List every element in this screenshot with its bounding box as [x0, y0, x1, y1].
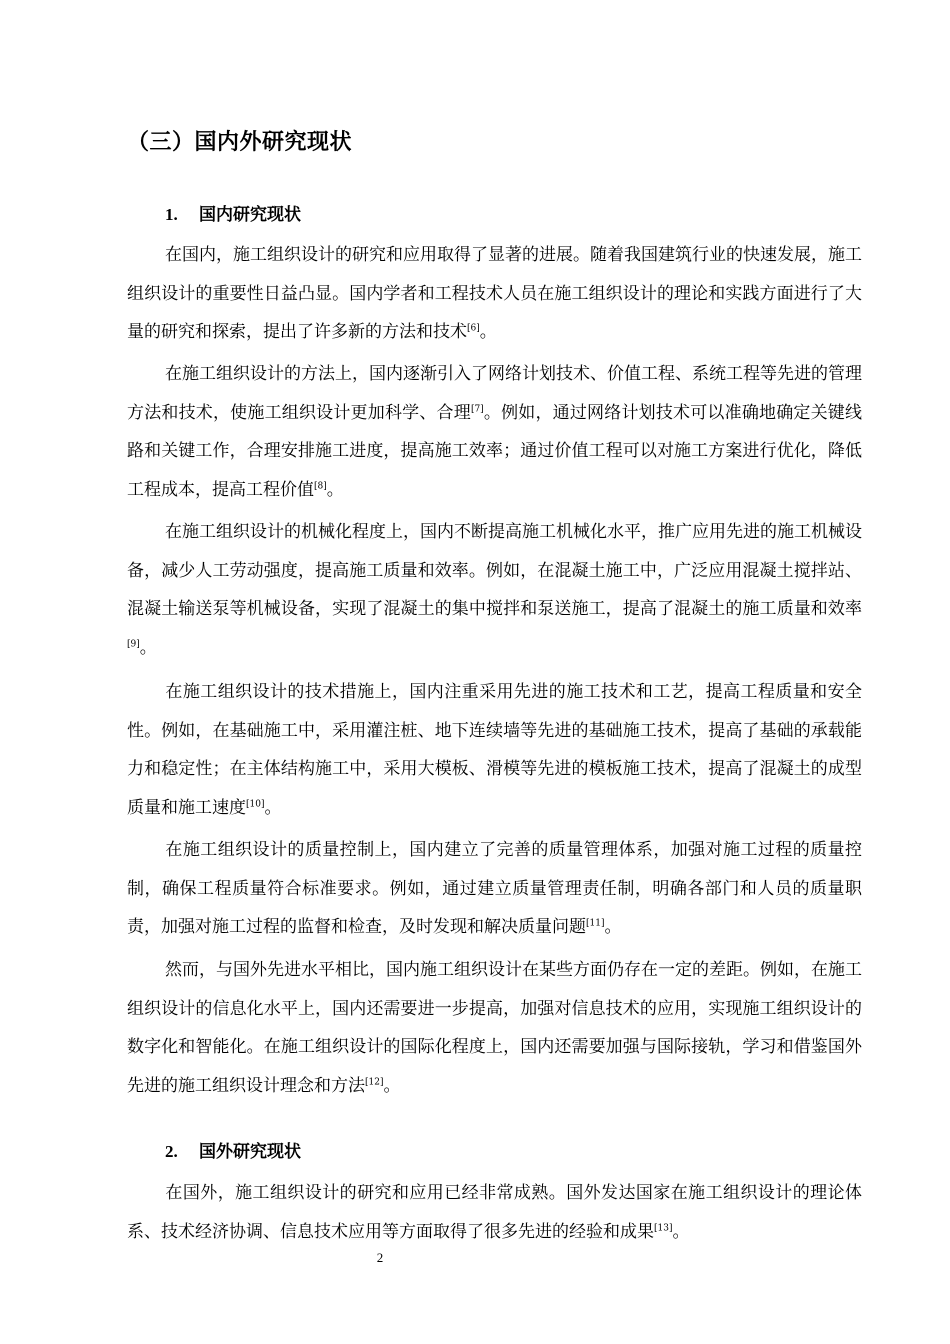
paragraph-1 — [127, 236, 862, 352]
section-title: （三）国内外研究现状 — [127, 130, 353, 155]
paragraph-5 — [127, 831, 862, 947]
punctuation: 。 — [139, 637, 157, 658]
citation: [7] — [470, 403, 484, 414]
punctuation: 。 — [326, 479, 344, 500]
paragraph-text: 在施工组织设计的机械化程度上，国内不断提高施工机械化水平，推广应用先进的施工机械设备，减少人工劳动强度，提高施工质量和效率。例如，在混凝土施工中，广泛应用混凝土搅拌站、混凝土输送泵等机械设备，实现了混凝土的集中搅拌和泵送施工，提高了混凝土的施工质量和效率 — [127, 522, 862, 619]
subsection-number: 2. — [165, 1142, 178, 1161]
paragraph-text: 在施工组织设计的方法上，国内逐渐引入了网络计划技术、价值工程、系统工程等先进的管理方法和技术，使施工组织设计更加科学、合理 — [127, 364, 862, 423]
paragraph-7 — [127, 1174, 862, 1251]
citation: [9] — [127, 638, 140, 649]
subsection-heading-domestic — [165, 200, 301, 225]
paragraph-2 — [127, 355, 862, 509]
punctuation: 。 — [604, 917, 622, 937]
subsection-title: 国外研究现状 — [199, 1142, 301, 1162]
punctuation: 。 — [479, 322, 497, 342]
paragraph-text: 然而，与国外先进水平相比，国内施工组织设计在某些方面仍存在一定的差距。例如，在施工组织设计的信息化水平上，国内还需要进一步提高，加强对信息技术的应用，实现施工组织设计的数字化和智能化。在施工组织设计的国际化程度上，国内还需要加强与国际接轨，学习和借鉴国外先进的施工组织设计理念和方法 — [127, 960, 862, 1096]
paragraph-3 — [127, 513, 862, 667]
paragraph-text: 在施工组织设计的质量控制上，国内建立了完善的质量管理体系，加强对施工过程的质量控制，确保工程质量符合标准要求。例如，通过建立质量管理责任制，明确各部门和人员的质量职责，加强对施工过程的监督和检查，及时发现和解决质量问题 — [127, 840, 862, 937]
paragraph-4 — [127, 673, 862, 827]
citation: [6] — [467, 323, 480, 334]
subsection-heading-foreign — [165, 1137, 301, 1162]
paragraph-text: 在国外，施工组织设计的研究和应用已经非常成熟。国外发达国家在施工组织设计的理论体系、技术经济协调、信息技术应用等方面取得了很多先进的经验和成果 — [127, 1183, 862, 1242]
citation: [10] — [246, 798, 265, 809]
paragraph-6 — [127, 951, 862, 1105]
citation: [8] — [314, 480, 327, 491]
subsection-title: 国内研究现状 — [199, 205, 301, 225]
punctuation: 。 — [383, 1075, 401, 1096]
subsection-number: 1. — [165, 205, 178, 224]
punctuation: 。 — [264, 797, 282, 818]
paragraph-text: 。例如，通过网络计划技术可以准确地确定关键线路和关键工作，合理安排施工进度，提高施工效率；通过价值工程可以对施工方案进行优化，降低工程成本，提高工程价值 — [127, 402, 863, 500]
paragraph-text: 在国内，施工组织设计的研究和应用取得了显著的进展。随着我国建筑行业的快速发展，施工组织设计的重要性日益凸显。国内学者和工程技术人员在施工组织设计的理论和实践方面进行了大量的研究和探索，提出了许多新的方法和技术 — [127, 245, 862, 342]
punctuation: 。 — [672, 1221, 690, 1242]
page-number: 2 — [376, 1250, 384, 1265]
citation: [11] — [586, 918, 605, 929]
citation: [13] — [654, 1222, 673, 1233]
citation: [12] — [365, 1076, 384, 1087]
paragraph-text: 在施工组织设计的技术措施上，国内注重采用先进的施工技术和工艺，提高工程质量和安全性。例如，在基础施工中，采用灌注桩、地下连续墙等先进的基础施工技术，提高了基础的承载能力和稳定性；在主体结构施工中，采用大模板、滑模等先进的模板施工技术，提高了混凝土的成型质量和施工速度 — [127, 682, 862, 818]
